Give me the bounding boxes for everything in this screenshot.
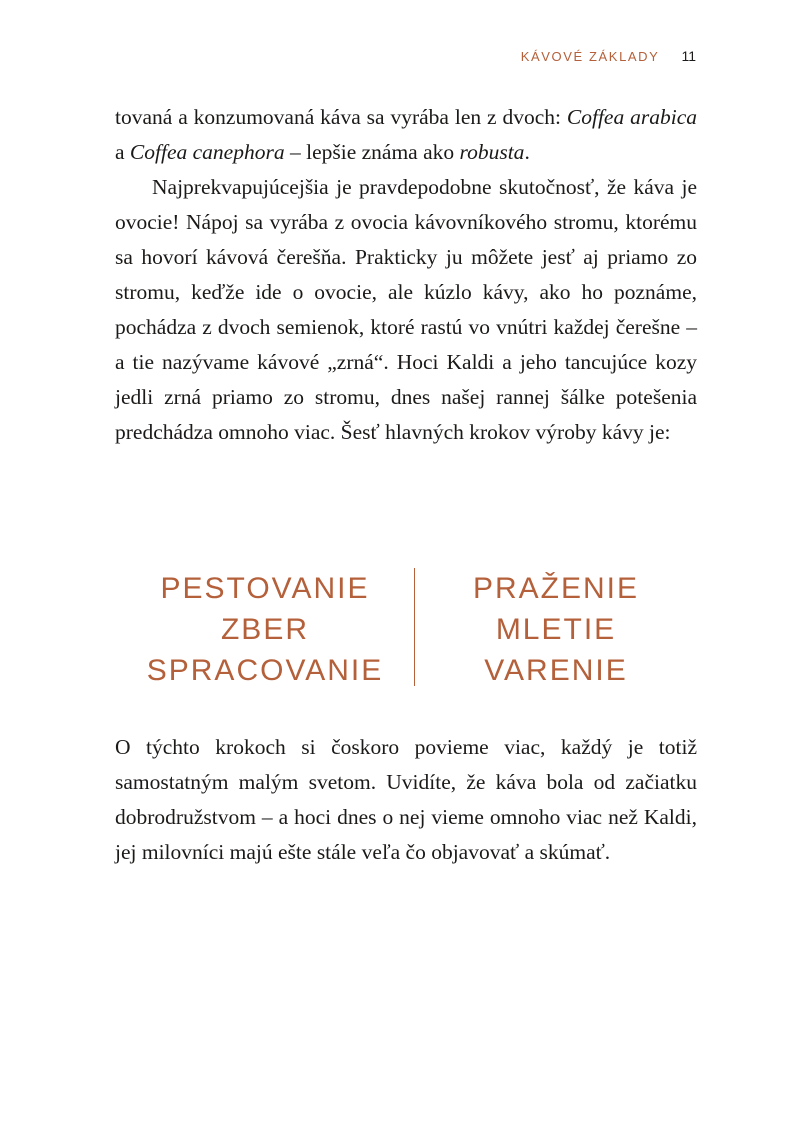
step-growing: PESTOVANIE (160, 572, 370, 605)
paragraph-text: – lepšie známa ako (284, 140, 460, 164)
paragraph-continued (115, 100, 697, 170)
species-name: Coffea arabica (566, 105, 697, 129)
steps-column-left (115, 568, 415, 691)
body-text-bottom (115, 730, 697, 870)
paragraph-coffee-is-fruit: Najprekvapujúcejšia je pravdepodobne skutočnosť, že káva je ovocie! Nápoj sa vyrába z ovocia kávovníkového stromu, ktorému sa hovorí kávová čerešňa. Prakticky ju môžete jesť aj priamo zo stromu, keďže ide o ovocie, ale kúzlo kávy, ako ho poznáme, pochádza z dvoch semienok, ktoré rastú vo vnútri každej čerešne – a tie nazývame kávové „zrná“. Hoci Kaldi a jeho tancujúce kozy jedli zrná priamo zo stromu, dnes našej rannej šálke potešenia predchádza omnoho viac. Šesť hlavných krokov výroby kávy je: (115, 175, 697, 444)
step-brewing: VARENIE (484, 654, 628, 687)
paragraph-text: . (524, 140, 530, 164)
step-harvest: ZBER (220, 613, 309, 646)
step-processing: SPRACOVANIE (146, 654, 384, 687)
paragraph-text: tovaná a konzumovaná káva sa vyrába len z dvoch: (115, 105, 567, 129)
page-number: 11 (681, 48, 696, 64)
species-name: Coffea canephora (129, 140, 285, 164)
step-roasting: PRAŽENIE (472, 572, 640, 605)
section-title: KÁVOVÉ ZÁKLADY (520, 49, 660, 64)
species-name: robusta (459, 140, 525, 164)
paragraph-text: a (115, 140, 130, 164)
paragraph-steps-outro: O týchto krokoch si čoskoro povieme viac, každý je totiž samostatným malým svetom. Uvidíte, že káva bola od začiatku dobrodružstvom – a hoci dnes o nej vieme omnoho viac než Kaldi, jej milovníci majú ešte stále veľa čo objavovať a skúmať. (115, 735, 697, 864)
steps-column-right (415, 568, 697, 691)
step-grinding: MLETIE (495, 613, 617, 646)
running-head (521, 48, 696, 64)
production-steps (115, 568, 697, 686)
body-text-top (115, 100, 697, 450)
